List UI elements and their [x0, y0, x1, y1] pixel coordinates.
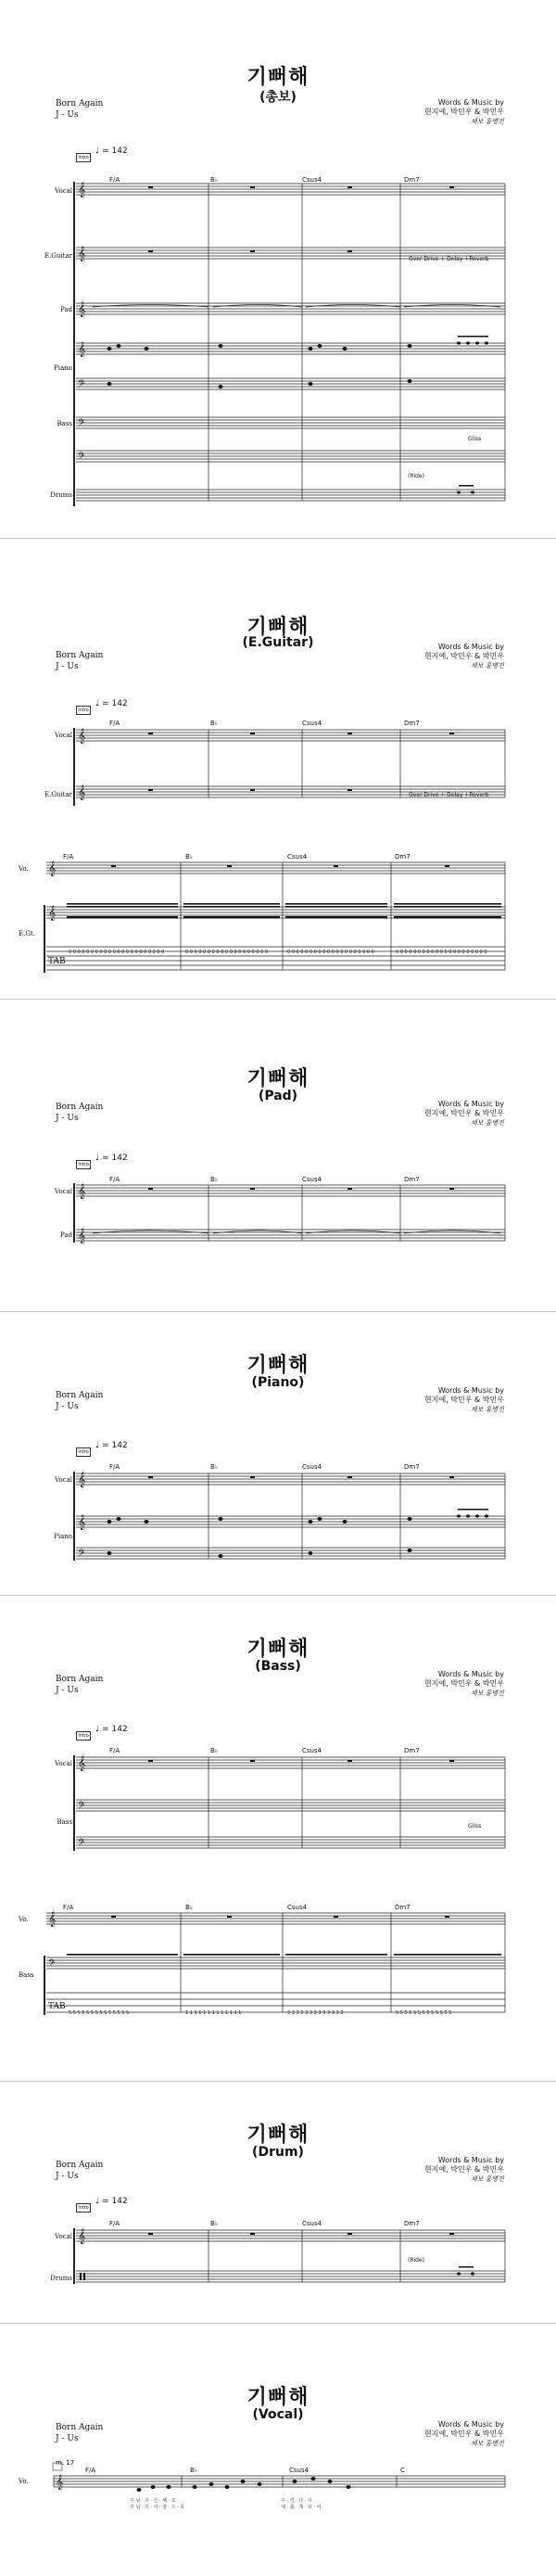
staff-piano-treble: [76, 343, 505, 354]
staff-vocal: [76, 184, 505, 195]
song-artist: J - Us: [56, 1686, 79, 1695]
chord-symbol: Dm7: [404, 1176, 420, 1183]
bass-clef-icon: 𝄢: [78, 1548, 85, 1561]
credits-line1: Words & Music by: [437, 1100, 504, 1108]
score-staves: [0, 2324, 556, 2576]
credits-arranger: 채보 홍병진: [470, 1406, 504, 1413]
rehearsal-mark: Intro: [76, 1447, 91, 1457]
chord-symbol: Csus4: [287, 1904, 308, 1911]
tempo-marking: ♩ = 142: [95, 1154, 128, 1163]
ride-annotation: (Ride): [408, 2257, 425, 2264]
song-name: Born Again: [56, 2161, 104, 2170]
chord-symbol: F/A: [109, 2220, 120, 2227]
credits-arranger: 채보 홍병진: [470, 1119, 504, 1127]
svg-text:주 님 · 의 · 은 · 혜 · 로: 주 님 · 의 · 은 · 혜 · 로: [130, 2498, 176, 2504]
chord-symbol: B♭: [210, 720, 219, 727]
svg-text:0 0 0 0 0 0 0 0 0 0 0 0 0 0 0: 0 0 0 0 0 0 0 0 0 0 0 0 0 0 0 0 0 0 0: [185, 950, 269, 955]
instrument-label-bass: Bass: [57, 1818, 72, 1826]
instrument-label-pad: Pad: [59, 306, 72, 313]
score-staves: [0, 539, 556, 999]
bass-clef-icon: 𝄢: [78, 378, 85, 391]
treble-clef-icon: 𝄞: [78, 1515, 86, 1530]
svg-text:3 3 3 3 3 3 3 3 3 3 3 3 3: 3 3 3 3 3 3 3 3 3 3 3 3 3: [287, 2010, 344, 2016]
treble-clef-icon: 𝄞: [48, 861, 57, 876]
bass-clef-icon: 𝄢: [78, 451, 85, 464]
sheet-subtitle: (Piano): [251, 1375, 305, 1390]
chord-symbol: Dm7: [404, 1747, 420, 1754]
treble-clef-icon: 𝄞: [78, 729, 86, 744]
sheet-subtitle: (Bass): [255, 1659, 301, 1674]
chord-symbol: F/A: [109, 720, 120, 727]
score-page-vocal: [0, 2324, 556, 2576]
sheet-title: 기뻐해: [246, 2123, 310, 2147]
bass-clef-icon: 𝄢: [78, 1837, 85, 1850]
effect-annotation: Over Drive + Delay +Reverb: [409, 256, 489, 262]
credits-arranger: 채보 홍병진: [470, 2440, 504, 2447]
treble-clef-icon: 𝄞: [78, 785, 86, 800]
tempo-marking: ♩ = 142: [95, 699, 128, 708]
chord-symbol: B♭: [190, 2467, 198, 2474]
treble-clef-icon: 𝄞: [78, 1756, 86, 1771]
song-artist: J - Us: [56, 662, 79, 671]
sheet-title: 기뻐해: [246, 66, 310, 89]
sheet-subtitle: (총보): [259, 90, 297, 105]
credits-line1: Words & Music by: [437, 98, 504, 107]
chord-symbol: B♭: [210, 1747, 219, 1754]
svg-text:· 새 · 롭 · 게 · 되 · 어: · 새 · 롭 · 게 · 되 · 어: [278, 2505, 322, 2510]
rehearsal-mark: Intro: [76, 706, 91, 715]
instrument-label-vocal: Vocal: [55, 187, 72, 195]
treble-clef-icon: 𝄞: [78, 1473, 86, 1487]
chord-symbol: F/A: [63, 1904, 74, 1911]
chord-symbol: C: [400, 2467, 405, 2474]
tempo-value: = 142: [102, 1441, 128, 1450]
song-name: Born Again: [56, 1103, 104, 1112]
chord-symbol: Csus4: [302, 1747, 322, 1754]
chord-symbol: Dm7: [404, 1463, 420, 1471]
instrument-label-vocal: Vocal: [55, 732, 72, 739]
chord-symbol: F/A: [85, 2467, 96, 2474]
credits-line2: 현지예, 박민우 & 박민우: [424, 1396, 504, 1404]
tempo-marking: ♩ = 142: [95, 1725, 128, 1734]
tempo-marking: ♩ = 142: [95, 2197, 128, 2206]
chord-symbol: Dm7: [404, 2220, 420, 2227]
instrument-label-eguitar-short: E.Gt.: [19, 930, 35, 937]
song-artist: J - Us: [56, 110, 79, 120]
chord-symbol: Dm7: [404, 176, 420, 184]
score-staves: [0, 1596, 556, 2081]
credits-line1: Words & Music by: [437, 2420, 504, 2429]
tempo-marking: ♩ = 142: [95, 147, 128, 156]
sheet-subtitle: (Pad): [258, 1089, 298, 1103]
rehearsal-mark: Intro: [76, 2203, 91, 2213]
svg-text:0 0 0 0 0 0 0 0 0 0 0 0 0 0 0: 0 0 0 0 0 0 0 0 0 0 0 0 0 0 0 0 0 0 0 0 0: [396, 950, 487, 955]
instrument-label-vocal: Vocal: [55, 1476, 72, 1484]
treble-clef-icon: 𝄞: [78, 247, 86, 261]
chord-symbol: B♭: [210, 176, 219, 184]
sheet-title: 기뻐해: [246, 1354, 310, 1377]
chord-symbol: Csus4: [289, 2467, 310, 2474]
tempo-value: = 142: [102, 1154, 128, 1163]
sheet-title: 기뻐해: [246, 1638, 310, 1661]
credits-line1: Words & Music by: [437, 1670, 504, 1678]
staff-piano-bass: [76, 378, 505, 389]
rehearsal-mark: Intro: [76, 1731, 91, 1741]
tab-clef-icon: TAB: [48, 2002, 66, 2011]
svg-text:1 1 1 1 1 1 1 1 1 1 1 1 1: 1 1 1 1 1 1 1 1 1 1 1 1 1: [185, 2010, 242, 2016]
treble-clef-icon: 𝄞: [78, 302, 86, 317]
instrument-label-eguitar: E.Guitar: [44, 791, 72, 798]
staff-eguitar: [76, 248, 505, 259]
svg-text:5 5 5 5 5 5 5 5 5 5 5 5 5 5: 5 5 5 5 5 5 5 5 5 5 5 5 5 5: [69, 2010, 130, 2016]
chord-symbol: B♭: [210, 2220, 219, 2227]
chord-symbol: Csus4: [302, 176, 322, 184]
svg-text:5 5 5 5 5 5 5 5 5 5 5 5 5: 5 5 5 5 5 5 5 5 5 5 5 5 5: [396, 2010, 452, 2016]
tempo-value: = 142: [102, 2197, 128, 2206]
instrument-label-piano: Piano: [54, 1533, 72, 1540]
credits-line2: 현지예, 박민우 & 박민우: [424, 1679, 504, 1688]
treble-clef-icon: 𝄞: [78, 2229, 86, 2244]
bass-clef-icon: 𝄢: [78, 1800, 85, 1813]
chord-symbol: F/A: [109, 176, 120, 184]
chord-symbol: Csus4: [287, 853, 308, 861]
chord-symbol: Csus4: [302, 1176, 322, 1183]
credits-line1: Words & Music by: [437, 2156, 504, 2164]
score-page-pad: [0, 1000, 556, 1311]
song-name: Born Again: [56, 99, 104, 108]
instrument-label-vocal-short: Vo.: [19, 865, 29, 873]
chord-symbol: B♭: [185, 1904, 194, 1911]
sheet-subtitle: (Drum): [252, 2145, 304, 2160]
song-artist: J - Us: [56, 1402, 79, 1411]
sheet-subtitle: (Vocal): [252, 2407, 304, 2422]
rehearsal-mark: Intro: [76, 1160, 91, 1169]
measure-number: m. 17: [56, 2459, 75, 2467]
song-name: Born Again: [56, 2423, 104, 2432]
instrument-label-vocal: Vocal: [55, 2233, 72, 2240]
svg-text:· 우 · 린 · 다 · 시: · 우 · 린 · 다 · 시: [278, 2498, 312, 2504]
song-name: Born Again: [56, 651, 104, 660]
tempo-marking: ♩ = 142: [95, 1441, 128, 1450]
song-name: Born Again: [56, 1675, 104, 1684]
song-name: Born Again: [56, 1391, 104, 1400]
percussion-clef-icon: [80, 2273, 82, 2280]
credits-arranger: 채보 홍병진: [470, 2175, 504, 2183]
instrument-label-drums: Drums: [50, 491, 72, 499]
instrument-label-bass-short: Bass: [19, 1971, 34, 1979]
score-staves: [0, 0, 556, 538]
credits-line2: 현지예, 박민우 & 박민우: [424, 1109, 504, 1117]
rehearsal-mark: Intro: [76, 153, 91, 162]
chord-symbol: F/A: [109, 1747, 120, 1754]
svg-text:주 님 · 의 · 사 · 랑 · 으 · 로: 주 님 · 의 · 사 · 랑 · 으 · 로: [130, 2505, 185, 2510]
credits-line2: 현지예, 박민우 & 박민우: [424, 108, 504, 116]
sheet-title: 기뻐해: [246, 2386, 310, 2409]
instrument-label-vocal: Vocal: [55, 1188, 72, 1195]
instrument-label-drums: Drums: [50, 2275, 72, 2282]
ride-annotation: (Ride): [408, 473, 425, 479]
treble-clef-icon: 𝄞: [78, 342, 86, 357]
svg-text:0 0 0 0 0 0 0 0 0 0 0 0 0 0 0: 0 0 0 0 0 0 0 0 0 0 0 0 0 0 0 0 0 0 0 0 0 0: [69, 950, 165, 955]
staff-bass: [76, 417, 505, 462]
gliss-annotation: Gliss: [468, 436, 482, 442]
sheet-title: 기뻐해: [246, 1067, 310, 1090]
effect-annotation: Over Drive + Delay +Reverb: [409, 792, 489, 798]
tempo-value: = 142: [102, 699, 128, 708]
score-page-drum: [0, 2082, 556, 2323]
treble-clef-icon: 𝄞: [78, 183, 86, 198]
treble-clef-icon: 𝄞: [78, 1229, 86, 1243]
score-page-eguitar: [0, 539, 556, 999]
bass-clef-icon: 𝄢: [78, 417, 85, 430]
score-staves: [0, 1312, 556, 1595]
treble-clef-icon: 𝄞: [78, 1184, 86, 1199]
chord-symbol: B♭: [185, 853, 194, 861]
chord-symbol: Dm7: [395, 853, 411, 861]
credits-line2: 현지예, 박민우 & 박민우: [424, 652, 504, 660]
song-artist: J - Us: [56, 1114, 79, 1123]
treble-clef-icon: 𝄞: [48, 906, 57, 921]
sheet-title: 기뻐해: [246, 616, 310, 639]
chord-symbol: F/A: [63, 853, 74, 861]
credits-arranger: 채보 홍병진: [470, 118, 504, 125]
svg-text:0 0 0 0 0 0 0 0 0 0 0 0 0 0 0: 0 0 0 0 0 0 0 0 0 0 0 0 0 0 0 0 0 0 0 0: [287, 950, 374, 955]
credits-line2: 현지예, 박민우 & 박민우: [424, 2429, 504, 2438]
instrument-label-vocal: Vocal: [55, 1760, 72, 1767]
score-staves: [0, 1000, 556, 1311]
credits-arranger: 채보 홍병진: [470, 1690, 504, 1697]
song-artist: J - Us: [56, 2172, 79, 2181]
score-staves: [0, 2082, 556, 2323]
chord-symbol: B♭: [210, 1463, 219, 1471]
chord-symbol: Dm7: [404, 720, 420, 727]
gliss-annotation: Gliss: [468, 1823, 482, 1830]
score-page-full: [0, 0, 556, 538]
chord-symbol: F/A: [109, 1463, 120, 1471]
instrument-label-vocal-short: Vo.: [19, 1916, 29, 1923]
chord-symbol: Csus4: [302, 720, 322, 727]
tab-clef-icon: TAB: [48, 957, 66, 966]
chord-symbol: F/A: [109, 1176, 120, 1183]
instrument-label-pad: Pad: [59, 1231, 72, 1239]
chord-symbol: Dm7: [395, 1904, 411, 1911]
tempo-value: = 142: [102, 147, 128, 156]
score-page-bass: [0, 1596, 556, 2081]
chord-symbol: Csus4: [302, 1463, 322, 1471]
instrument-label-piano: Piano: [54, 364, 72, 372]
instrument-label-eguitar: E.Guitar: [44, 252, 72, 260]
credits-line2: 현지예, 박민우 & 박민우: [424, 2165, 504, 2174]
treble-clef-icon: 𝄞: [56, 2475, 64, 2490]
staff-drums: [76, 490, 505, 501]
chord-symbol: Csus4: [302, 2220, 322, 2227]
tempo-value: = 142: [102, 1725, 128, 1734]
instrument-label-vocal-short: Vo.: [19, 2478, 29, 2485]
sheet-subtitle: (E.Guitar): [242, 635, 314, 650]
song-artist: J - Us: [56, 2434, 79, 2443]
instrument-label-bass: Bass: [57, 420, 72, 427]
treble-clef-icon: 𝄞: [48, 1912, 57, 1927]
credits-arranger: 채보 홍병진: [470, 662, 504, 670]
bass-clef-icon: 𝄢: [48, 1958, 56, 1970]
credits-line1: Words & Music by: [437, 1386, 504, 1395]
score-page-piano: [0, 1312, 556, 1595]
credits-line1: Words & Music by: [437, 643, 504, 651]
chord-symbol: B♭: [210, 1176, 219, 1183]
